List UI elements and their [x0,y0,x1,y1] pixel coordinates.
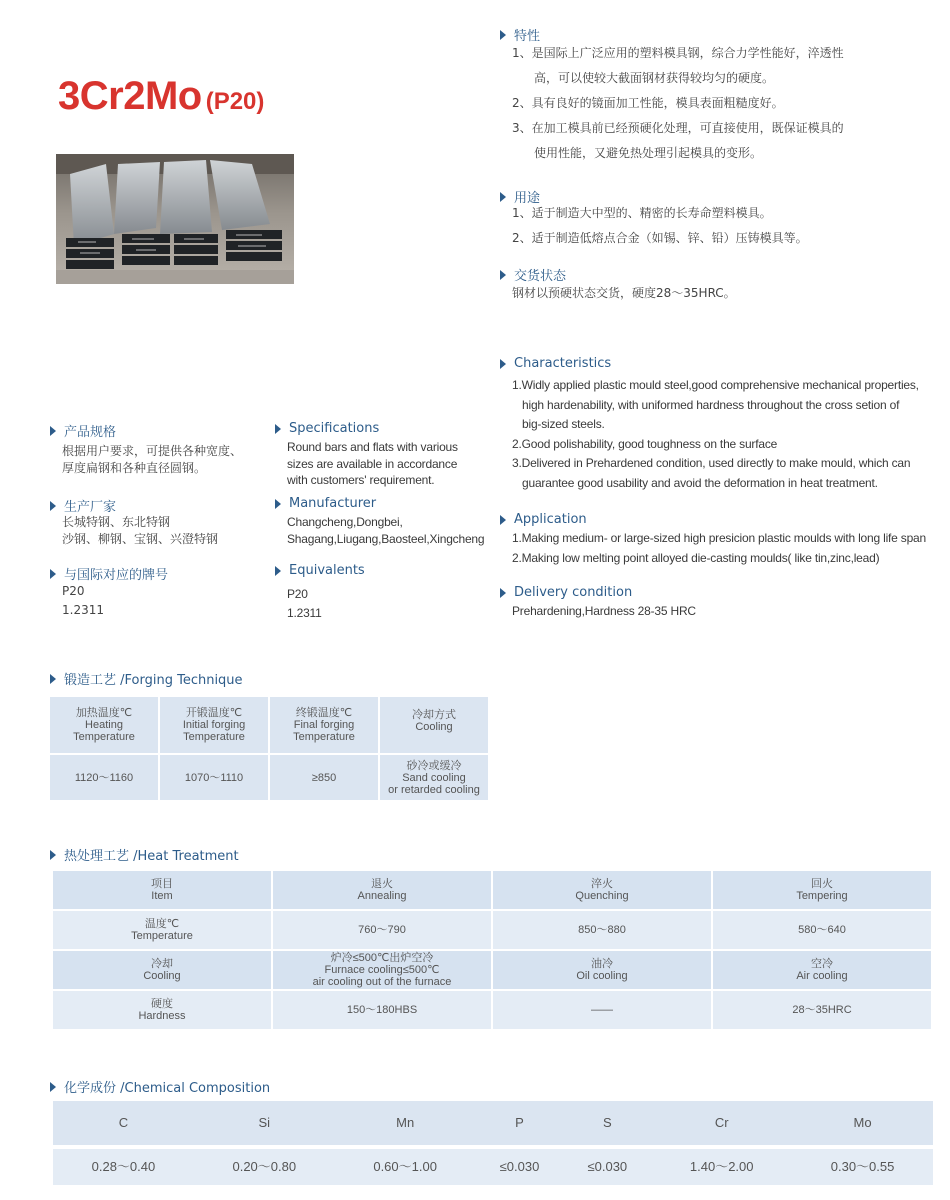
cn-equivalents-heading: 与国际对应的牌号 [50,564,168,583]
title-grade: 3Cr2Mo [58,74,202,118]
list-item: 2.Good polishability, good toughness on the surface [512,436,778,451]
equivalents-text: P20 1.2311 [287,587,322,620]
heat-treatment-heading: 热处理工艺 /Heat Treatment [50,845,239,864]
table-cell: 150～180HBS [273,991,493,1031]
table-row [53,951,933,991]
table-header-cell: 冷却方式 Cooling [380,697,490,755]
cn-equivalents-text: P20 1.2311 [62,584,104,617]
element-header: P [476,1101,564,1145]
table-cell: 油冷 Oil cooling [493,951,713,991]
table-cell: 炉冷≤500℃出炉空冷 Furnace cooling≤500℃ air cooling out of the furnace [273,951,493,991]
element-header: Si [194,1101,335,1145]
triangle-bullet-icon [50,501,56,511]
list-item: high hardenability, with uniformed hardness throughout the cross setion of [522,397,900,412]
table-cell: 1070～1110 [160,755,270,802]
heat-treatment-table [53,871,933,1031]
table-cell: 温度℃ Temperature [53,911,273,951]
triangle-bullet-icon [275,499,281,509]
product-photo [56,154,294,284]
table-cell: 硬度 Hardness [53,991,273,1031]
list-item: 3.Delivered in Prehardened condition, used directly to make mould, which can [512,456,911,470]
cn-specs-text: 根据用户要求，可提供各种宽度、 厚度扁钢和各种直径圆钢。 [62,444,243,475]
table-row [50,755,490,802]
list-item: 2、具有良好的镜面加工性能，模具表面粗糙度好。 [512,96,784,110]
cn-specs-heading: 产品规格 [50,421,116,440]
table-row [53,911,933,951]
specifications-heading: Specifications [275,421,379,436]
element-value: ≤0.030 [476,1149,564,1185]
element-header: Mn [335,1101,476,1145]
table-row [53,1149,933,1185]
table-header-cell: 终锻温度℃ Final forging Temperature [270,697,380,755]
table-cell: 回火 Tempering [713,871,933,911]
triangle-bullet-icon [500,270,506,280]
list-item: 使用性能，又避免热处理引起模具的变形。 [534,146,763,160]
table-cell: 580～640 [713,911,933,951]
list-item: 1、是国际上广泛应用的塑料模具钢，综合力学性能好，淬透性 [512,46,844,60]
table-header-cell: 开锻温度℃ Initial forging Temperature [160,697,270,755]
triangle-bullet-icon [500,359,506,369]
list-item: 1.Making medium- or large-sized high presicion plastic moulds with long life span [512,531,927,545]
triangle-bullet-icon [500,192,506,202]
triangle-bullet-icon [50,850,56,860]
element-value: 0.28～0.40 [53,1149,194,1185]
characteristics-list [512,376,919,493]
cn-usage-heading: 用途 [500,187,540,206]
element-header: C [53,1101,194,1145]
table-cell: —— [493,991,713,1031]
application-heading: Application [500,512,587,527]
chemical-table [53,1101,933,1185]
cn-delivery-text: 钢材以预硬状态交货，硬度28～35HRC。 [512,286,736,300]
table-row [53,991,933,1031]
triangle-bullet-icon [50,1082,56,1092]
forging-heading: 锻造工艺 /Forging Technique [50,669,243,688]
table-cell: 空冷 Air cooling [713,951,933,991]
table-cell: 28～35HRC [713,991,933,1031]
application-list [512,529,926,568]
delivery-text: Prehardening,Hardness 28-35 HRC [512,604,696,618]
table-cell: 退火 Annealing [273,871,493,911]
triangle-bullet-icon [50,569,56,579]
list-item: 高，可以使较大截面钢材获得较均匀的硬度。 [534,71,775,85]
table-cell: 项目 Item [53,871,273,911]
cn-properties-list [512,41,844,166]
chemical-heading: 化学成份 /Chemical Composition [50,1077,270,1096]
triangle-bullet-icon [500,588,506,598]
characteristics-heading: Characteristics [500,356,611,371]
table-cell: 850～880 [493,911,713,951]
delivery-heading: Delivery condition [500,585,632,600]
list-item: 3、在加工模具前已经预硬化处理，可直接使用，既保证模具的 [512,121,844,135]
element-header: S [563,1101,651,1145]
table-cell: 砂冷或缓冷 Sand cooling or retarded cooling [380,755,490,802]
title-equivalent: (P20) [205,88,265,115]
steel-bars-image [56,154,294,284]
triangle-bullet-icon [500,30,506,40]
element-value: 0.20～0.80 [194,1149,335,1185]
triangle-bullet-icon [275,424,281,434]
table-header-cell: 加热温度℃ Heating Temperature [50,697,160,755]
table-cell: 760～790 [273,911,493,951]
element-header: Cr [651,1101,792,1145]
list-item: guarantee good usability and avoid the deformation in heat treatment. [522,475,878,490]
element-header: Mo [792,1101,933,1145]
table-row [53,1101,933,1145]
triangle-bullet-icon [500,515,506,525]
list-item: 2、适于制造低熔点合金（如锡、锌、铅）压铸模具等。 [512,231,808,245]
table-cell: ≥850 [270,755,380,802]
cn-delivery-heading: 交货状态 [500,265,566,284]
element-value: 0.60～1.00 [335,1149,476,1185]
cn-manufacturer-heading: 生产厂家 [50,496,116,515]
table-row [53,871,933,911]
cn-manufacturer-text: 长城特钢、东北特钢 沙钢、柳钢、宝钢、兴澄特钢 [62,515,219,546]
list-item: 1、适于制造大中型的、精密的长寿命塑料模具。 [512,206,772,220]
element-value: 0.30～0.55 [792,1149,933,1185]
specifications-text: Round bars and flats with various sizes are available in accordance with customers' requirement. [287,440,458,487]
element-value: 1.40～2.00 [651,1149,792,1185]
list-item: 1.Widly applied plastic mould steel,good comprehensive mechanical properties, [512,378,919,392]
triangle-bullet-icon [50,674,56,684]
cn-usage-list [512,201,808,251]
list-item: big-sized steels. [522,417,605,431]
manufacturer-heading: Manufacturer [275,496,376,511]
element-value: ≤0.030 [563,1149,651,1185]
table-row [50,697,490,755]
equivalents-heading: Equivalents [275,563,365,578]
table-cell: 冷却 Cooling [53,951,273,991]
table-cell: 1120～1160 [50,755,160,802]
cn-properties-heading: 特性 [500,25,540,44]
list-item: 2.Making low melting point alloyed die-casting moulds( like tin,zinc,lead) [512,550,880,565]
triangle-bullet-icon [50,426,56,436]
triangle-bullet-icon [275,566,281,576]
product-title [58,74,264,119]
manufacturer-text: Changcheng,Dongbei, Shagang,Liugang,Baosteel,Xingcheng [287,515,485,546]
forging-table [50,697,490,802]
table-cell: 淬火 Quenching [493,871,713,911]
